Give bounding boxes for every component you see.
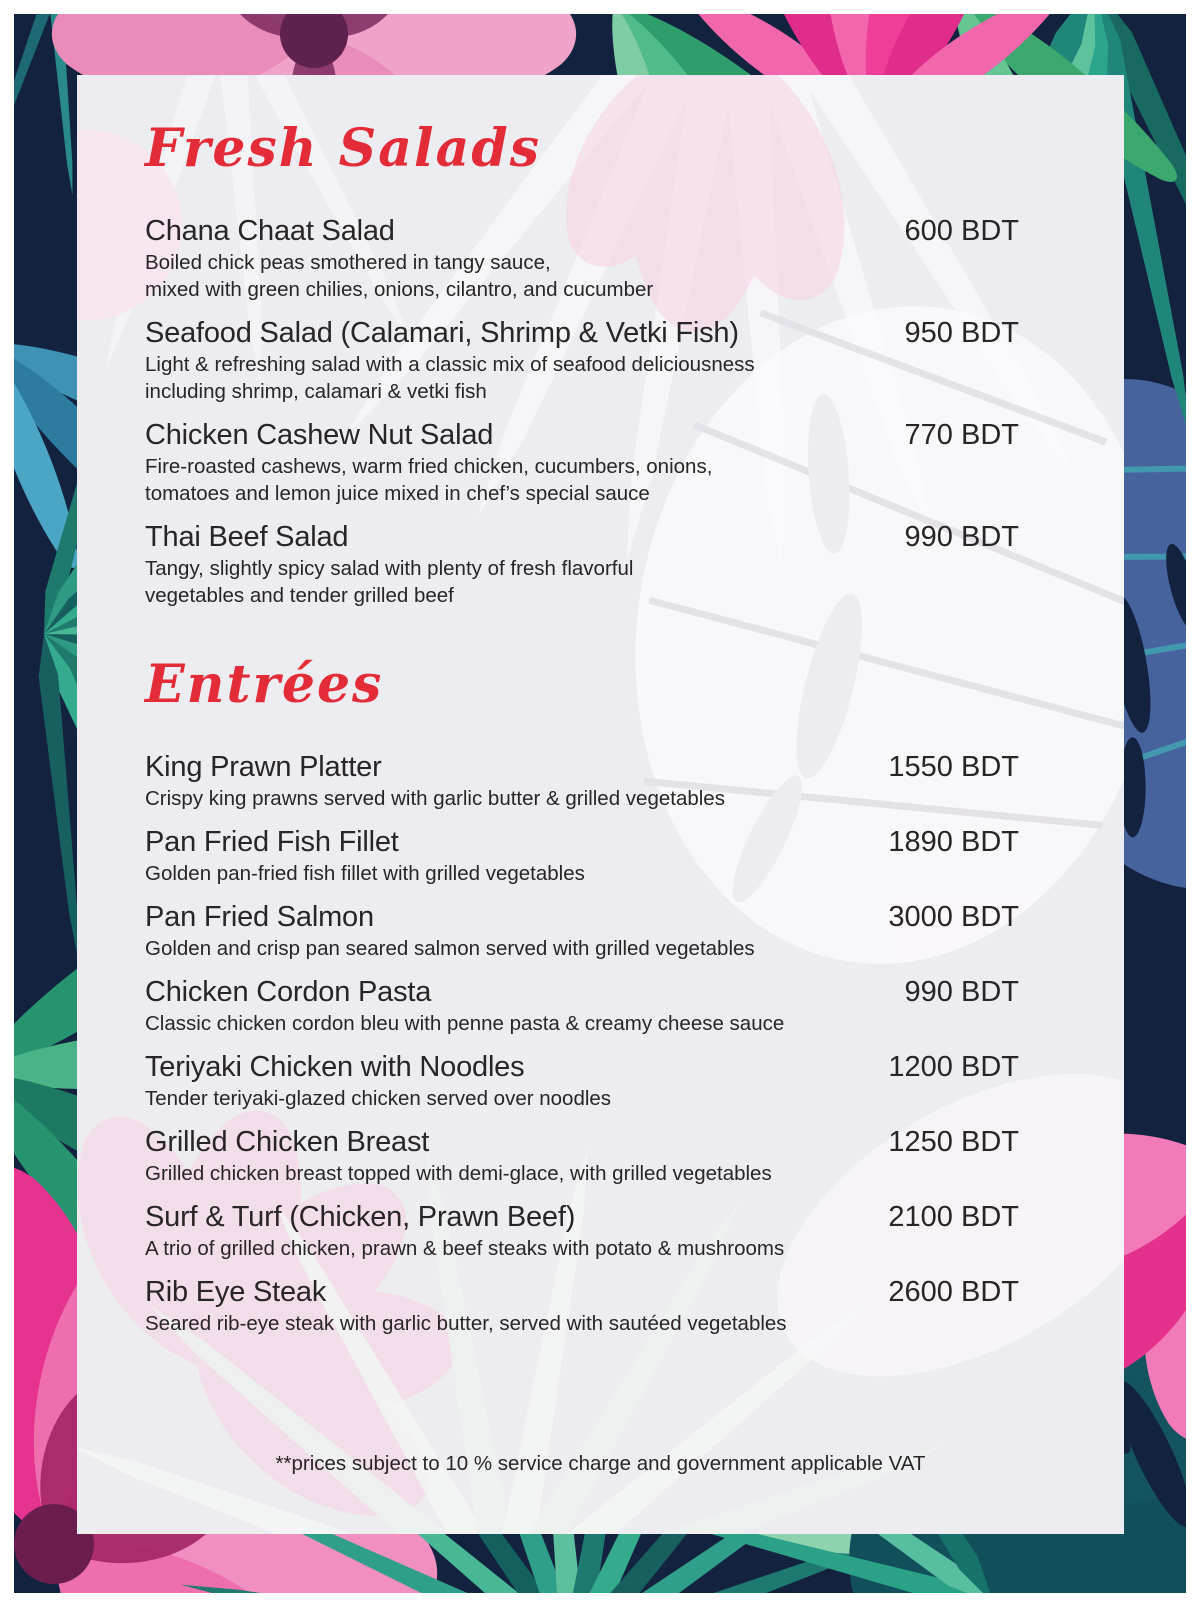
item-head <box>145 749 1019 785</box>
item-name: Chana Chaat Salad <box>145 214 395 247</box>
menu-item <box>145 213 1019 303</box>
item-head <box>145 1049 1019 1085</box>
item-name: Seafood Salad (Calamari, Shrimp & Vetki Fish) <box>145 316 739 349</box>
item-price: 1550 BDT <box>888 750 1019 783</box>
item-head <box>145 1124 1019 1160</box>
item-description-line: A trio of grilled chicken, prawn & beef steaks with potato & mushrooms <box>145 1236 785 1260</box>
item-description-line: Classic chicken cordon bleu with penne pasta & creamy cheese sauce <box>145 1011 785 1035</box>
menu-section <box>145 655 1019 1337</box>
item-description-line: Fire-roasted cashews, warm fried chicken, cucumbers, onions, <box>145 454 713 478</box>
item-description-line: Tangy, slightly spicy salad with plenty of fresh flavorful <box>145 556 634 580</box>
item-head <box>145 315 1019 351</box>
menu-item <box>145 1124 1019 1187</box>
section-heading: Fresh Salads <box>145 118 541 179</box>
item-description-line: Light & refreshing salad with a classic mix of seafood deliciousness <box>145 352 755 376</box>
item-description-line: Tender teriyaki-glazed chicken served over noodles <box>145 1086 612 1110</box>
item-name: Rib Eye Steak <box>145 1275 327 1308</box>
menu-item <box>145 519 1019 609</box>
item-description-line: Boiled chick peas smothered in tangy sauce, <box>145 250 551 274</box>
item-description-line: Seared rib-eye steak with garlic butter, served with sautéed vegetables <box>145 1311 787 1335</box>
item-description-line: vegetables and tender grilled beef <box>145 583 454 607</box>
item-name: Grilled Chicken Breast <box>145 1125 430 1158</box>
item-price: 990 BDT <box>904 975 1019 1008</box>
item-description-line: mixed with green chilies, onions, cilantro, and cucumber <box>145 277 654 301</box>
item-price: 2600 BDT <box>888 1275 1019 1308</box>
menu-item <box>145 315 1019 405</box>
item-name: Teriyaki Chicken with Noodles <box>145 1050 525 1083</box>
item-description-line: Crispy king prawns served with garlic butter & grilled vegetables <box>145 786 725 810</box>
menu-item <box>145 899 1019 962</box>
item-description-line: tomatoes and lemon juice mixed in chef’s special sauce <box>145 481 650 505</box>
item-name: Surf & Turf (Chicken, Prawn Beef) <box>145 1200 576 1233</box>
item-head <box>145 1274 1019 1310</box>
section-heading: Entrées <box>145 653 384 715</box>
menu-item <box>145 824 1019 887</box>
item-head <box>145 213 1019 249</box>
item-price: 3000 BDT <box>888 900 1019 933</box>
menu-item <box>145 1199 1019 1262</box>
item-head <box>145 519 1019 555</box>
item-head <box>145 824 1019 860</box>
item-description-line: Grilled chicken breast topped with demi-glace, with grilled vegetables <box>145 1161 772 1185</box>
menu-panel <box>77 75 1124 1534</box>
item-price: 2100 BDT <box>888 1200 1019 1233</box>
menu-item <box>145 749 1019 812</box>
item-price: 1200 BDT <box>888 1050 1019 1083</box>
item-head <box>145 974 1019 1010</box>
item-description-line: Golden pan-fried fish fillet with grilled vegetables <box>145 861 585 885</box>
item-head <box>145 899 1019 935</box>
item-price: 1250 BDT <box>888 1125 1019 1158</box>
menu-item <box>145 1274 1019 1337</box>
item-description-line: including shrimp, calamari & vetki fish <box>145 379 487 403</box>
item-name: Thai Beef Salad <box>145 520 349 553</box>
item-name: Pan Fried Salmon <box>145 900 374 933</box>
item-price: 600 BDT <box>904 214 1019 247</box>
menu-item <box>145 974 1019 1037</box>
item-price: 1890 BDT <box>888 825 1019 858</box>
menu-item <box>145 1049 1019 1112</box>
item-description-line: Golden and crisp pan seared salmon served with grilled vegetables <box>145 936 755 960</box>
footer-note: **prices subject to 10 % service charge and government applicable VAT <box>275 1452 926 1475</box>
menu-section <box>145 119 1019 609</box>
item-price: 950 BDT <box>904 316 1019 349</box>
item-head <box>145 1199 1019 1235</box>
item-name: Chicken Cashew Nut Salad <box>145 418 494 451</box>
item-head <box>145 417 1019 453</box>
item-name: King Prawn Platter <box>145 750 382 783</box>
item-price: 990 BDT <box>904 520 1019 553</box>
item-name: Pan Fried Fish Fillet <box>145 825 399 858</box>
item-name: Chicken Cordon Pasta <box>145 975 432 1008</box>
menu-item <box>145 417 1019 507</box>
menu-content <box>77 75 1124 1534</box>
item-price: 770 BDT <box>904 418 1019 451</box>
